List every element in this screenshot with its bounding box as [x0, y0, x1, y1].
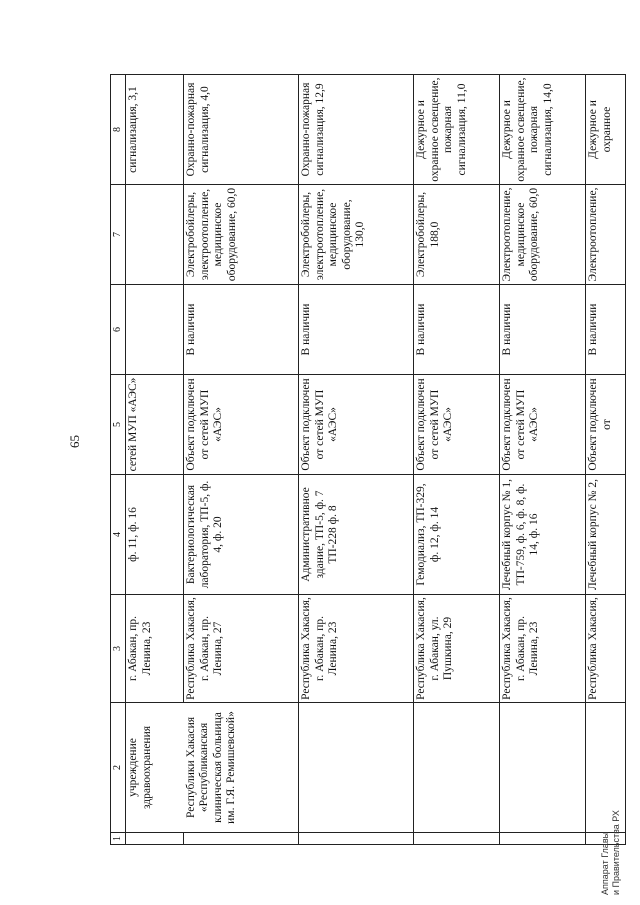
table-cell: Республики Хакасия «Республиканская клиническая больница им. Г.Я. Ремишевской» [184, 703, 299, 833]
table-cell: сетей МУП «АЭС» [126, 375, 184, 475]
table-cell: В наличии [184, 285, 299, 375]
table-cell: Лечебный корпус № 2, [586, 475, 626, 595]
table-cell: В наличии [414, 285, 500, 375]
table-cell: Объект подключен от сетей МУП «АЭС» [299, 375, 414, 475]
table-cell: Административное здание, ТП-5, ф. 7 ТП-228 ф. 8 [299, 475, 414, 595]
table-cell [126, 185, 184, 285]
table-cell [500, 703, 586, 833]
watermark [600, 735, 622, 895]
table-cell: Электробойлеры, электроотопление, медицинское оборудование, 130,0 [299, 185, 414, 285]
table-cell: Объект подключен от сетей МУП «АЭС» [414, 375, 500, 475]
table-cell [299, 833, 414, 845]
table-cell: В наличии [586, 285, 626, 375]
table-cell: В наличии [500, 285, 586, 375]
data-table [110, 74, 626, 845]
table-cell [500, 833, 586, 845]
column-number: 8 [111, 75, 126, 185]
table-cell: Объект подключен от [586, 375, 626, 475]
table-cell [126, 285, 184, 375]
table-cell: сигнализация, 3,1 [126, 75, 184, 185]
table-cell: Республика Хакасия, [586, 595, 626, 703]
table-cell: г. Абакан, пр. Ленина, 23 [126, 595, 184, 703]
table-cell: Электроотопление, [586, 185, 626, 285]
column-number: 5 [111, 375, 126, 475]
table-cell: Объект подключен от сетей МУП «АЭС» [500, 375, 586, 475]
table-cell: Гемодиализ, ТП-329, ф. 12, ф. 14 [414, 475, 500, 595]
table-cell: Электробойлеры, электроотопление, медицинское оборудование, 60,0 [184, 185, 299, 285]
table-cell [414, 703, 500, 833]
table-cell: Республика Хакасия, г. Абакан, ул. Пушкина, 29 [414, 595, 500, 703]
watermark-line: и Правительства РХ [611, 810, 621, 895]
table-cell [184, 833, 299, 845]
table-cell: Дежурное и охранное [586, 75, 626, 185]
table-cell: Объект подключен от сетей МУП «АЭС» [184, 375, 299, 475]
table-cell: Дежурное и охранное освещение, пожарная сигнализация, 14,0 [500, 75, 586, 185]
table-row [586, 75, 626, 845]
column-number: 3 [111, 595, 126, 703]
table-cell: Республика Хакасия, г. Абакан, пр. Ленина, 23 [500, 595, 586, 703]
table-row [414, 75, 500, 845]
table-cell: Дежурное и охранное освещение, пожарная сигнализация, 11,0 [414, 75, 500, 185]
table-cell: ф. 11, ф. 16 [126, 475, 184, 595]
table-cell: Охранно-пожарная сигнализация, 4,0 [184, 75, 299, 185]
column-number: 2 [111, 703, 126, 833]
table-cell: Электробойлеры, 188,0 [414, 185, 500, 285]
table-cell: Республика Хакасия, г. Абакан, пр. Ленина, 27 [184, 595, 299, 703]
table-cell: В наличии [299, 285, 414, 375]
table-row [299, 75, 414, 845]
watermark-line: Аппарат Главы [600, 831, 610, 895]
table-row [184, 75, 299, 845]
column-number: 7 [111, 185, 126, 285]
table-cell [414, 833, 500, 845]
table-cell: Лечебный корпус № 1, ТП-759, ф. 6, ф. 8, ф. 14, ф. 16 [500, 475, 586, 595]
table-row [126, 75, 184, 845]
table-cell: учреждение здравоохранения [126, 703, 184, 833]
table-row [500, 75, 586, 845]
table-cell: Охранно-пожарная сигнализация, 12,9 [299, 75, 414, 185]
column-number: 6 [111, 285, 126, 375]
table-cell: Электроотопление, медицинское оборудование, 60,0 [500, 185, 586, 285]
table-cell [126, 833, 184, 845]
page-number: 65 [67, 435, 82, 448]
rotated-table-wrapper [110, 75, 613, 845]
column-number: 4 [111, 475, 126, 595]
column-number-row [111, 75, 126, 845]
table-cell [299, 703, 414, 833]
table-cell: Бактериологическая лаборатория, ТП-5, ф. 4, ф. 20 [184, 475, 299, 595]
table-cell: Республика Хакасия, г. Абакан, пр. Ленина, 23 [299, 595, 414, 703]
column-number: 1 [111, 833, 126, 845]
